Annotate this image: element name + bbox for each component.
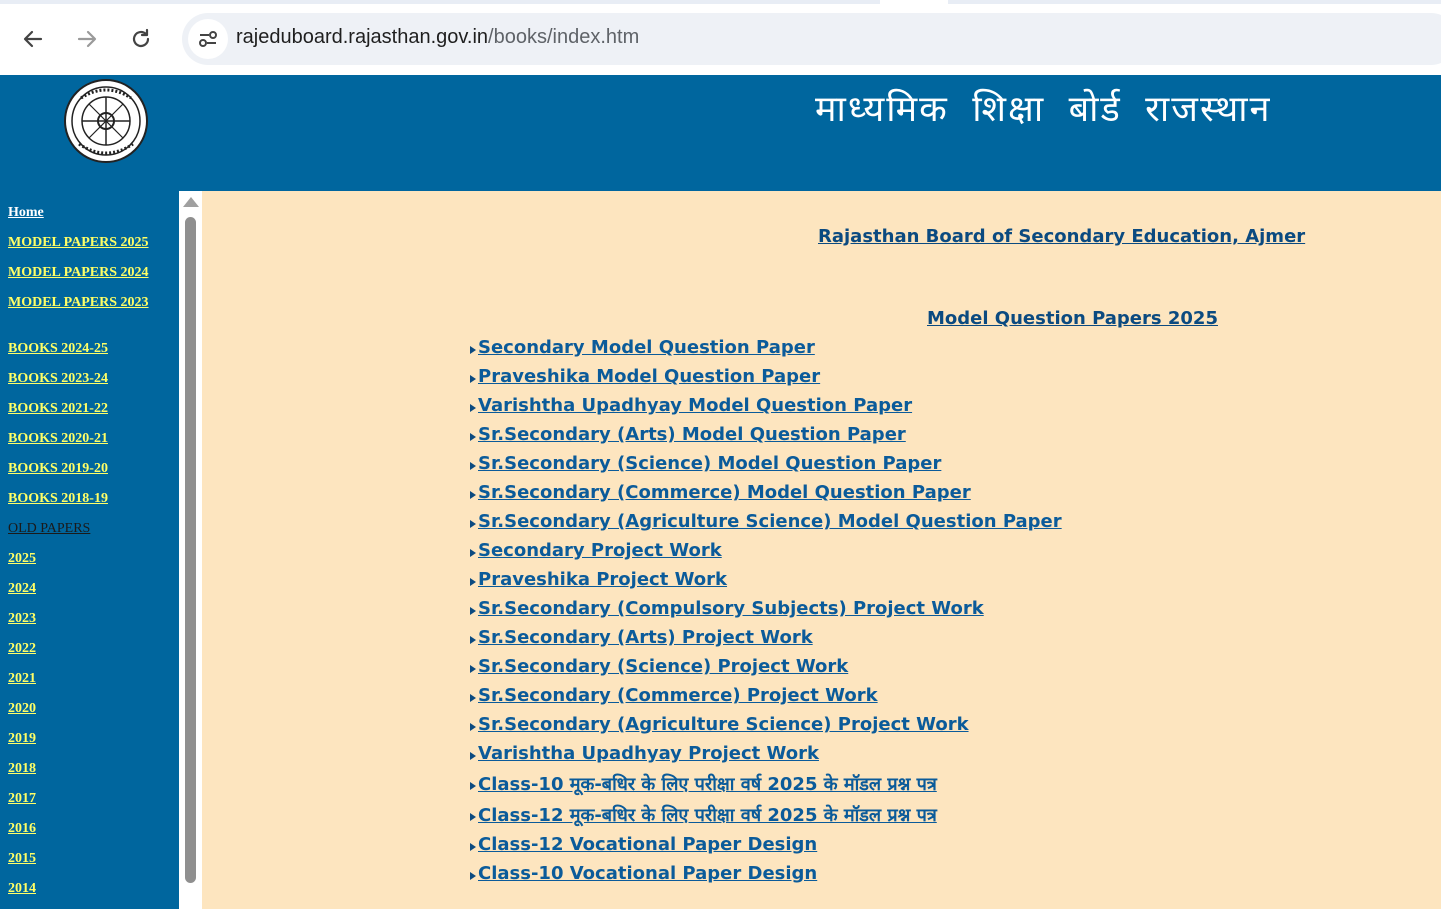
bullet-arrow-icon: [470, 491, 476, 499]
bullet-arrow-icon: [470, 752, 476, 760]
paper-link-label: Sr.Secondary (Science) Project Work: [478, 656, 849, 677]
sidebar: [0, 191, 179, 909]
paper-link-label: Sr.Secondary (Arts) Model Question Paper: [478, 424, 906, 445]
paper-link-label: Sr.Secondary (Arts) Project Work: [478, 627, 813, 648]
paper-link-label: Class-10 Vocational Paper Design: [478, 863, 818, 884]
paper-link-label: Class-12 मूक-बधिर के लिए परीक्षा वर्ष 2025 के मॉडल प्रश्न पत्र: [478, 805, 937, 826]
sidebar-link-year-2017[interactable]: 2017: [8, 791, 36, 806]
bullet-arrow-icon: [470, 404, 476, 412]
paper-link[interactable]: [470, 627, 813, 648]
sidebar-link-model-papers-2024[interactable]: MODEL PAPERS 2024: [8, 265, 149, 280]
paper-link[interactable]: [470, 540, 722, 561]
paper-link[interactable]: [470, 834, 817, 855]
paper-link[interactable]: [470, 685, 878, 706]
sidebar-link-year-2023[interactable]: 2023: [8, 611, 36, 626]
paper-link-label: Sr.Secondary (Agriculture Science) Model Question Paper: [478, 511, 1062, 532]
scroll-up-arrow-icon[interactable]: [183, 197, 199, 207]
sidebar-link-old-papers[interactable]: OLD PAPERS: [8, 521, 91, 536]
bullet-arrow-icon: [470, 578, 476, 586]
paper-link[interactable]: [470, 366, 820, 387]
scrollbar-thumb[interactable]: [185, 217, 196, 883]
paper-link-label: Class-12 Vocational Paper Design: [478, 834, 818, 855]
sidebar-scrollbar[interactable]: [179, 191, 202, 909]
paper-link[interactable]: [470, 803, 937, 827]
sidebar-link-model-papers-2023[interactable]: MODEL PAPERS 2023: [8, 295, 149, 310]
sidebar-link-year-2019[interactable]: 2019: [8, 731, 36, 746]
bullet-arrow-icon: [470, 813, 476, 821]
forward-arrow-icon[interactable]: [70, 22, 104, 56]
paper-link-label: Sr.Secondary (Commerce) Project Work: [478, 685, 878, 706]
browser-toolbar: [0, 0, 1441, 75]
sidebar-link-books-2018-19[interactable]: BOOKS 2018-19: [8, 491, 108, 506]
paper-link-label: Sr.Secondary (Agriculture Science) Project Work: [478, 714, 969, 735]
url-text[interactable]: [236, 26, 639, 49]
paper-link-label: Praveshika Model Question Paper: [478, 366, 821, 387]
bullet-arrow-icon: [470, 665, 476, 673]
tab-strip: [0, 0, 1441, 4]
reload-icon[interactable]: [124, 22, 158, 56]
sidebar-link-books-2023-24[interactable]: BOOKS 2023-24: [8, 371, 108, 386]
sidebar-link-year-2018[interactable]: 2018: [8, 761, 36, 776]
bullet-arrow-icon: [470, 607, 476, 615]
sidebar-link-books-2020-21[interactable]: BOOKS 2020-21: [8, 431, 108, 446]
paper-link[interactable]: [470, 569, 727, 590]
paper-link[interactable]: [470, 337, 815, 358]
sidebar-link-year-2020[interactable]: 2020: [8, 701, 36, 716]
site-header: [0, 75, 1441, 191]
paper-link[interactable]: [470, 598, 984, 619]
sidebar-link-books-2019-20[interactable]: BOOKS 2019-20: [8, 461, 108, 476]
bullet-arrow-icon: [470, 636, 476, 644]
paper-link[interactable]: [470, 424, 906, 445]
paper-link[interactable]: [470, 395, 912, 416]
bullet-arrow-icon: [470, 782, 476, 790]
paper-link-label: Sr.Secondary (Commerce) Model Question Paper: [478, 482, 971, 503]
main-content: [202, 191, 1441, 909]
paper-link-label: Varishtha Upadhyay Model Question Paper: [478, 395, 913, 416]
paper-link[interactable]: [470, 863, 817, 884]
sidebar-link-year-2016[interactable]: 2016: [8, 821, 36, 836]
sidebar-link-year-2015[interactable]: 2015: [8, 851, 36, 866]
sidebar-link-books-2024-25[interactable]: BOOKS 2024-25: [8, 341, 108, 356]
sidebar-link-year-2021[interactable]: 2021: [8, 671, 36, 686]
url-path: /books/index.htm: [488, 26, 640, 48]
paper-link[interactable]: [470, 714, 969, 735]
bullet-arrow-icon: [470, 549, 476, 557]
paper-link-label: Secondary Model Question Paper: [478, 337, 815, 358]
sidebar-link-books-2021-22[interactable]: BOOKS 2021-22: [8, 401, 108, 416]
bullet-arrow-icon: [470, 462, 476, 470]
bullet-arrow-icon: [470, 723, 476, 731]
bullet-arrow-icon: [470, 694, 476, 702]
paper-link-label: Sr.Secondary (Compulsory Subjects) Project Work: [478, 598, 984, 619]
address-bar[interactable]: [182, 13, 1441, 65]
bullet-arrow-icon: [470, 346, 476, 354]
paper-link[interactable]: [470, 656, 848, 677]
section-title-link[interactable]: Model Question Papers 2025: [927, 308, 1218, 329]
paper-link-label: Praveshika Project Work: [478, 569, 728, 590]
bullet-arrow-icon: [470, 375, 476, 383]
back-arrow-icon[interactable]: [16, 22, 50, 56]
page-title-link[interactable]: Rajasthan Board of Secondary Education, Ajmer: [818, 226, 1306, 247]
sidebar-link-home[interactable]: Home: [8, 205, 44, 220]
paper-link-label: Sr.Secondary (Science) Model Question Paper: [478, 453, 942, 474]
active-tab-edge: [880, 0, 948, 4]
bullet-arrow-icon: [470, 433, 476, 441]
paper-link[interactable]: [470, 453, 941, 474]
url-host: rajeduboard.rajasthan.gov.in: [236, 26, 489, 48]
board-seal-logo: [63, 78, 149, 164]
sidebar-link-model-papers-2025[interactable]: MODEL PAPERS 2025: [8, 235, 149, 250]
paper-link[interactable]: [470, 772, 937, 796]
sidebar-link-year-2025[interactable]: 2025: [8, 551, 36, 566]
paper-link[interactable]: [470, 511, 1062, 532]
site-info-icon[interactable]: [188, 19, 228, 59]
paper-link-label: Secondary Project Work: [478, 540, 722, 561]
bullet-arrow-icon: [470, 843, 476, 851]
bullet-arrow-icon: [470, 520, 476, 528]
paper-link-label: Class-10 मूक-बधिर के लिए परीक्षा वर्ष 2025 के मॉडल प्रश्न पत्र: [478, 774, 937, 795]
paper-link[interactable]: [470, 482, 971, 503]
paper-link[interactable]: [470, 743, 819, 764]
sidebar-link-year-2022[interactable]: 2022: [8, 641, 36, 656]
header-title: माध्यमिक शिक्षा बोर्ड राजस्थान: [815, 89, 1272, 130]
paper-link-label: Varishtha Upadhyay Project Work: [478, 743, 819, 764]
bullet-arrow-icon: [470, 872, 476, 880]
sidebar-link-year-2014[interactable]: 2014: [8, 881, 36, 896]
sidebar-link-year-2024[interactable]: 2024: [8, 581, 36, 596]
